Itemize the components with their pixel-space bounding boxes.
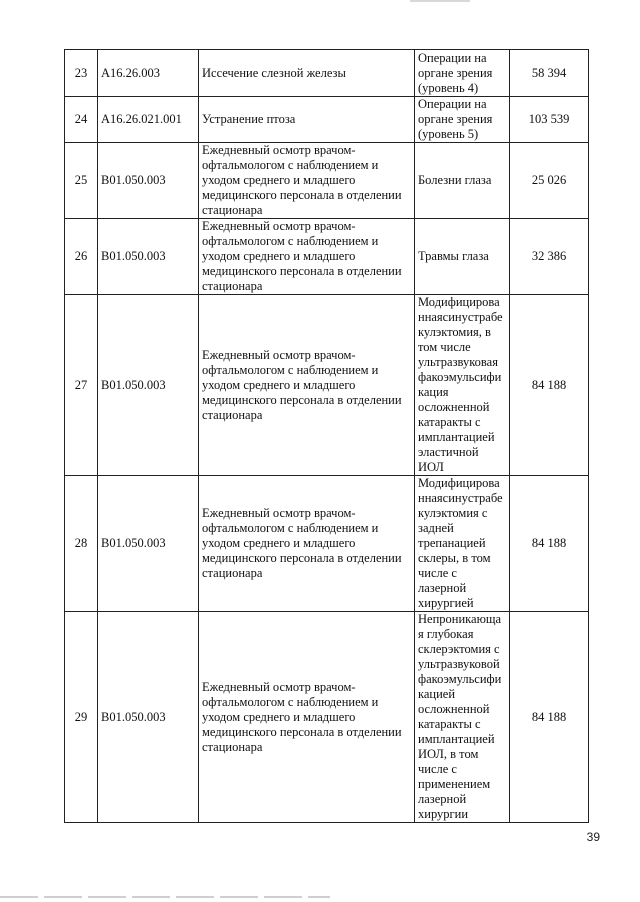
- clinical-group: Непроникающая глубокая склерэктомия с ультразвуковой факоэмульсификацией осложненной катаракты с имплантацией ИОЛ, в том числе с применением лазерной хирургии: [415, 612, 510, 823]
- service-name: Ежедневный осмотр врачом-офтальмологом с наблюдением и уходом среднего и младшего медицинского персонала в отделении стационара: [199, 219, 415, 295]
- service-code: B01.050.003: [98, 476, 199, 612]
- table-row: [65, 476, 589, 612]
- row-number: 25: [65, 143, 98, 219]
- price: 58 394: [510, 50, 589, 97]
- scan-artifact: [410, 0, 470, 2]
- row-number: 26: [65, 219, 98, 295]
- service-name: Ежедневный осмотр врачом-офтальмологом с наблюдением и уходом среднего и младшего медицинского персонала в отделении стационара: [199, 295, 415, 476]
- service-code: A16.26.003: [98, 50, 199, 97]
- table-row: [65, 295, 589, 476]
- price: 84 188: [510, 476, 589, 612]
- service-code: B01.050.003: [98, 219, 199, 295]
- price: 25 026: [510, 143, 589, 219]
- service-code: B01.050.003: [98, 295, 199, 476]
- service-code: A16.26.021.001: [98, 97, 199, 143]
- service-name: Устранение птоза: [199, 97, 415, 143]
- service-code: B01.050.003: [98, 143, 199, 219]
- clinical-group: Операции на органе зрения (уровень 5): [415, 97, 510, 143]
- price: 103 539: [510, 97, 589, 143]
- page-number: 39: [586, 830, 600, 844]
- table-row: [65, 219, 589, 295]
- service-code: B01.050.003: [98, 612, 199, 823]
- service-name: Ежедневный осмотр врачом-офтальмологом с наблюдением и уходом среднего и младшего медицинского персонала в отделении стационара: [199, 476, 415, 612]
- clinical-group: Модифицированнаясинустрабекулэктомия с задней трепанацией склеры, в том числе с лазерной хирургией: [415, 476, 510, 612]
- clinical-group: Операции на органе зрения (уровень 4): [415, 50, 510, 97]
- tariff-table: [64, 49, 589, 823]
- clinical-group: Модифицированнаясинустрабекулэктомия, в том числе ультразвуковая факоэмульсификация осложненной катаракты с имплантацией эластичной ИОЛ: [415, 295, 510, 476]
- scan-footer-line: [0, 896, 330, 898]
- price: 84 188: [510, 295, 589, 476]
- price: 32 386: [510, 219, 589, 295]
- row-number: 23: [65, 50, 98, 97]
- table-row: [65, 143, 589, 219]
- row-number: 29: [65, 612, 98, 823]
- table-row: [65, 50, 589, 97]
- clinical-group: Болезни глаза: [415, 143, 510, 219]
- service-name: Ежедневный осмотр врачом-офтальмологом с наблюдением и уходом среднего и младшего медицинского персонала в отделении стационара: [199, 612, 415, 823]
- service-name: Иссечение слезной железы: [199, 50, 415, 97]
- service-name: Ежедневный осмотр врачом-офтальмологом с наблюдением и уходом среднего и младшего медицинского персонала в отделении стационара: [199, 143, 415, 219]
- price: 84 188: [510, 612, 589, 823]
- row-number: 24: [65, 97, 98, 143]
- clinical-group: Травмы глаза: [415, 219, 510, 295]
- row-number: 28: [65, 476, 98, 612]
- table-row: [65, 612, 589, 823]
- table-row: [65, 97, 589, 143]
- row-number: 27: [65, 295, 98, 476]
